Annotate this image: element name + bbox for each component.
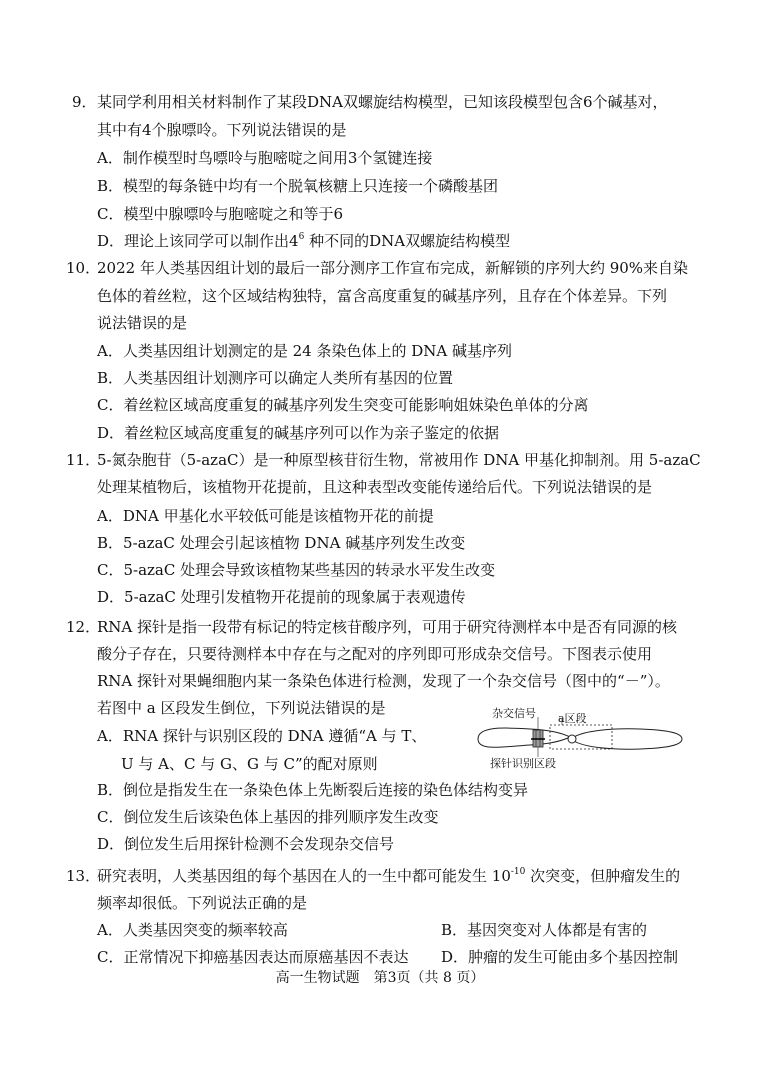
question-stem-line: 5-氮杂胞苷（5-azaC）是一种原型核苷衍生物，常被用作 DNA 甲基化抑制剂。用 5-azaC [97,451,701,469]
option-d: D．肿瘤的发生可能由多个基因控制 [441,948,679,966]
option-c: C．正常情况下抑癌基因表达而原癌基因不表达 [97,948,409,966]
label-probe-recognition-region: 探针识别区段 [490,757,556,770]
option-d [97,231,510,251]
option-c: C．5-azaC 处理会导致该植物某些基因的转录水平发生改变 [97,561,496,579]
superscript: -10 [510,867,526,877]
option-a-continued: U 与 A、C 与 G、G 与 C”的配对原则 [121,755,378,773]
question-stem-line: RNA 探针对果蝇细胞内某一条染色体进行检测，发现了一个杂交信号（图中的“－”）。 [97,672,670,690]
question-stem-line: 2022 年人类基因组计划的最后一部分测序工作宣布完成，新解锁的序列大约 90%来自染 [97,259,689,277]
question-stem-line: 其中有4个腺嘌呤。下列说法错误的是 [97,121,347,139]
option-b: B．基因突变对人体都是有害的 [441,921,648,939]
chromosome-figure [470,705,690,773]
option-c: C．倒位发生后该染色体上基因的排列顺序发生改变 [97,808,439,826]
chromosome-left-arm [478,728,570,747]
chromosome-right-arm [574,729,682,749]
question-number: 9． [72,93,97,111]
option-c: C．模型中腺嘌呤与胞嘧啶之和等于6 [97,205,344,223]
option-a: A．DNA 甲基化水平较低可能是该植物开花的前提 [97,507,434,525]
option-d: D．倒位发生后用探针检测不会发现杂交信号 [97,835,395,853]
option-b: B．模型的每条链中均有一个脱氧核糖上只连接一个磷酸基团 [97,177,499,195]
question-stem-line: 频率却很低。下列说法正确的是 [97,894,308,912]
question-stem-line: 酸分子存在，只要待测样本中存在与之配对的序列即可形成杂交信号。下图表示使用 [97,645,653,663]
option-d-text-tail: 种不同的DNA双螺旋结构模型 [304,232,511,250]
question-stem-line: 说法错误的是 [97,314,188,332]
option-d: D．着丝粒区域高度重复的碱基序列可以作为亲子鉴定的依据 [97,424,500,442]
stem-text-tail: 次突变，但肿瘤发生的 [525,867,681,885]
question-stem-line: 若图中 a 区段发生倒位，下列说法错误的是 [97,699,386,717]
question-number: 12． [66,618,101,636]
option-b: B．5-azaC 处理会引起该植物 DNA 碱基序列发生改变 [97,534,466,552]
option-a: A．制作模型时鸟嘌呤与胞嘧啶之间用3个氢键连接 [97,149,433,167]
label-hybridization-signal: 杂交信号 [492,707,536,720]
option-d: D．5-azaC 处理引发植物开花提前的现象属于表观遗传 [97,588,466,606]
question-stem-line [97,866,680,886]
superscript: 6 [298,232,305,242]
option-b: B．倒位是指发生在一条染色体上先断裂后连接的染色体结构变异 [97,781,529,799]
question-stem-line: RNA 探针是指一段带有标记的特定核苷酸序列，可用于研究待测样本中是否有同源的核 [97,618,678,636]
option-a: A．人类基因组计划测定的是 24 条染色体上的 DNA 碱基序列 [97,342,512,360]
question-number: 10． [66,259,101,277]
label-a-segment: a区段 [558,712,587,725]
option-a: A．RNA 探针与识别区段的 DNA 遵循“A 与 T、 [97,727,427,745]
option-a: A．人类基因突变的频率较高 [97,921,288,939]
option-c: C．着丝粒区域高度重复的碱基序列发生突变可能影响姐妹染色单体的分离 [97,396,589,414]
question-number: 11． [66,451,101,469]
page-footer: 高一生物试题 第3页（共 8 页） [275,970,485,986]
stem-text: 研究表明，人类基因组的每个基因在人的一生中都可能发生 10 [97,867,511,885]
option-d-text: D．理论上该同学可以制作出4 [97,232,299,250]
question-stem-line: 色体的着丝粒，这个区域结构独特，富含高度重复的碱基序列，且存在个体差异。下列 [97,287,668,305]
question-number: 13． [66,867,101,885]
option-b: B．人类基因组计划测序可以确定人类所有基因的位置 [97,369,454,387]
question-stem-line: 处理某植物后，该植物开花提前，且这种表型改变能传递给后代。下列说法错误的是 [97,478,653,496]
question-stem-line: 某同学利用相关材料制作了某段DNA双螺旋结构模型，已知该段模型包含6个碱基对， [97,93,668,111]
centromere [568,735,576,743]
